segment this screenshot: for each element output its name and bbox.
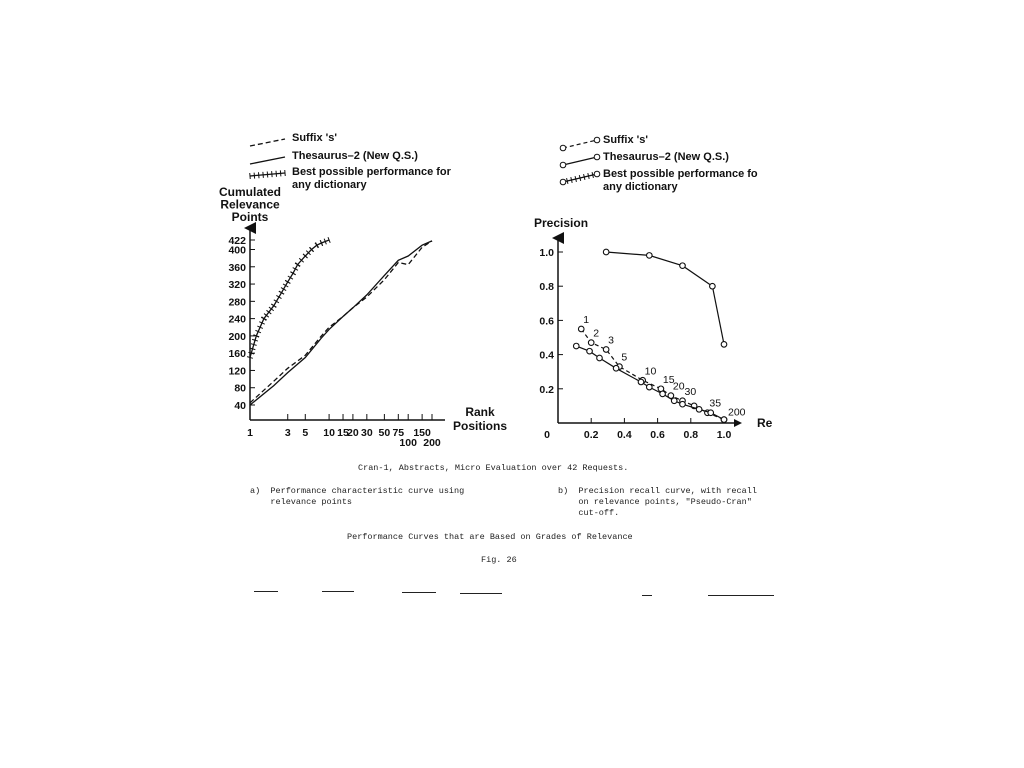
subcaption-b: b) Precision recall curve, with recall on relevance points, "Pseudo-Cran" cut-off. [558, 486, 757, 518]
point-label: 15 [662, 373, 675, 386]
data-point [603, 249, 609, 255]
x-axis-arrow [734, 419, 742, 427]
point-label: 200 [728, 406, 746, 419]
legend-label: Best possible performance for [292, 166, 451, 178]
y-tick-label: 120 [228, 365, 246, 378]
y-tick-label: 240 [228, 313, 246, 326]
footer-rule [708, 595, 774, 596]
data-point [587, 348, 593, 354]
data-point [660, 391, 666, 397]
legend-hatch [280, 170, 281, 176]
data-point [680, 263, 686, 269]
data-point [671, 398, 677, 404]
x-tick-label: 150 [413, 427, 431, 439]
figure-caption-bottom: Performance Curves that are Based on Grades of Relevance [347, 532, 633, 542]
legend-hatch [588, 173, 589, 179]
legend-swatch [563, 157, 597, 165]
legend-label: any dictionary [292, 179, 367, 191]
y-tick-label: 320 [228, 279, 246, 292]
y-tick-label: 360 [228, 261, 246, 274]
legend-label: Suffix 's' [603, 134, 648, 146]
footer-rule [322, 591, 354, 592]
legend-label: Suffix 's' [292, 132, 337, 144]
data-point [680, 401, 686, 407]
legend-label: Best possible performance fo [603, 168, 758, 180]
data-point [708, 410, 714, 416]
legend-hatch [571, 177, 572, 183]
y-axis-label: Cumulated [218, 185, 282, 199]
x-tick-label: 3 [284, 427, 291, 439]
legend-hatch [584, 174, 585, 180]
legend-marker [560, 179, 566, 185]
legend-hatch [592, 172, 593, 178]
legend-hatch [263, 172, 264, 178]
data-point [603, 347, 609, 353]
legend-hatch [575, 176, 576, 182]
legend-marker [594, 171, 600, 177]
point-label: 2 [593, 327, 600, 340]
y-tick-label: 0.4 [539, 349, 554, 362]
legend-hatch [254, 173, 255, 179]
legend-hatch [579, 175, 580, 181]
y-tick-label: 80 [234, 382, 246, 395]
legend-hatch [267, 172, 268, 178]
y-tick-label: 0.6 [539, 315, 554, 328]
data-point [597, 355, 603, 361]
x-tick-label: 10 [323, 427, 335, 439]
series-line [250, 241, 432, 405]
x-axis-label: Positions [452, 419, 508, 433]
chart-b [534, 134, 773, 441]
chart-a [219, 132, 507, 449]
x-tick-label: 5 [302, 427, 309, 439]
y-axis-label: Precision [534, 216, 589, 230]
data-point [613, 365, 619, 371]
legend-hatch [258, 172, 259, 178]
series-line [606, 252, 724, 347]
x-tick-label: 75 [392, 427, 405, 439]
legend-label: Thesaurus–2 (New Q.S.) [292, 150, 418, 162]
y-tick-label: 1.0 [539, 247, 554, 259]
point-label: 5 [621, 351, 628, 364]
series-line [250, 241, 432, 403]
y-tick-label: 422 [228, 235, 246, 247]
footer-rule [460, 593, 502, 594]
legend-label: Thesaurus–2 (New Q.S.) [603, 151, 729, 163]
y-tick-label: 160 [228, 348, 246, 361]
data-point [647, 384, 653, 390]
x-tick-label: 30 [360, 427, 373, 439]
x-tick-label: 50 [378, 427, 391, 439]
y-tick-label: 40 [234, 400, 246, 412]
y-axis-label: Points [231, 210, 269, 224]
footer-rule [642, 595, 652, 596]
legend-marker [560, 145, 566, 151]
legend-swatch [250, 157, 285, 164]
data-point [710, 283, 716, 289]
x-tick-label: 1 [247, 427, 253, 439]
data-point [588, 340, 594, 346]
data-point [696, 407, 702, 413]
point-label: 3 [608, 334, 614, 347]
data-point [721, 342, 727, 348]
figure-number: Fig. 26 [481, 555, 517, 565]
data-point [573, 343, 579, 349]
legend-swatch [563, 140, 597, 148]
data-point [721, 417, 727, 423]
legend-hatch [272, 171, 273, 177]
point-label: 35 [709, 397, 722, 410]
data-point [578, 326, 584, 332]
x-axis-label: Re [757, 416, 773, 430]
x-tick-label: 0 [544, 429, 550, 441]
legend-marker [594, 137, 600, 143]
x-tick-label: 15 [337, 427, 349, 439]
legend-marker [594, 154, 600, 160]
legend-hatch [567, 178, 568, 184]
y-axis-label: Relevance [220, 197, 280, 212]
legend-hatch [276, 171, 277, 177]
legend-hatch [285, 170, 286, 176]
y-tick-label: 400 [228, 244, 246, 257]
legend-swatch [250, 139, 285, 146]
x-tick-label: 100 [399, 437, 417, 449]
data-point [638, 379, 644, 385]
x-axis-label: Rank [465, 405, 495, 419]
point-label: 20 [672, 380, 685, 393]
x-tick-label: 20 [347, 427, 359, 439]
y-tick-label: 0.8 [539, 281, 554, 294]
data-point [647, 253, 653, 259]
x-tick-label: 200 [423, 437, 441, 449]
legend-marker [560, 162, 566, 168]
series-line [250, 240, 329, 358]
point-label: 10 [644, 365, 657, 378]
point-label: 30 [684, 385, 697, 398]
footer-rule [254, 591, 278, 592]
legend-hatch [250, 173, 251, 179]
legend-label: any dictionary [603, 181, 678, 193]
y-tick-label: 200 [228, 330, 246, 343]
x-tick-label: 0.2 [583, 429, 599, 441]
x-tick-label: 0.8 [683, 429, 699, 441]
footer-rule [402, 592, 436, 593]
figure-caption-title: Cran-1, Abstracts, Micro Evaluation over 42 Requests. [358, 463, 629, 473]
x-tick-label: 0.4 [617, 429, 632, 441]
y-tick-label: 0.2 [539, 383, 554, 396]
x-tick-label: 0.6 [650, 429, 665, 441]
x-tick-label: 1.0 [716, 429, 732, 441]
subcaption-a: a) Performance characteristic curve using relevance points [250, 486, 465, 507]
point-label: 1 [583, 313, 590, 326]
y-tick-label: 280 [228, 296, 246, 309]
